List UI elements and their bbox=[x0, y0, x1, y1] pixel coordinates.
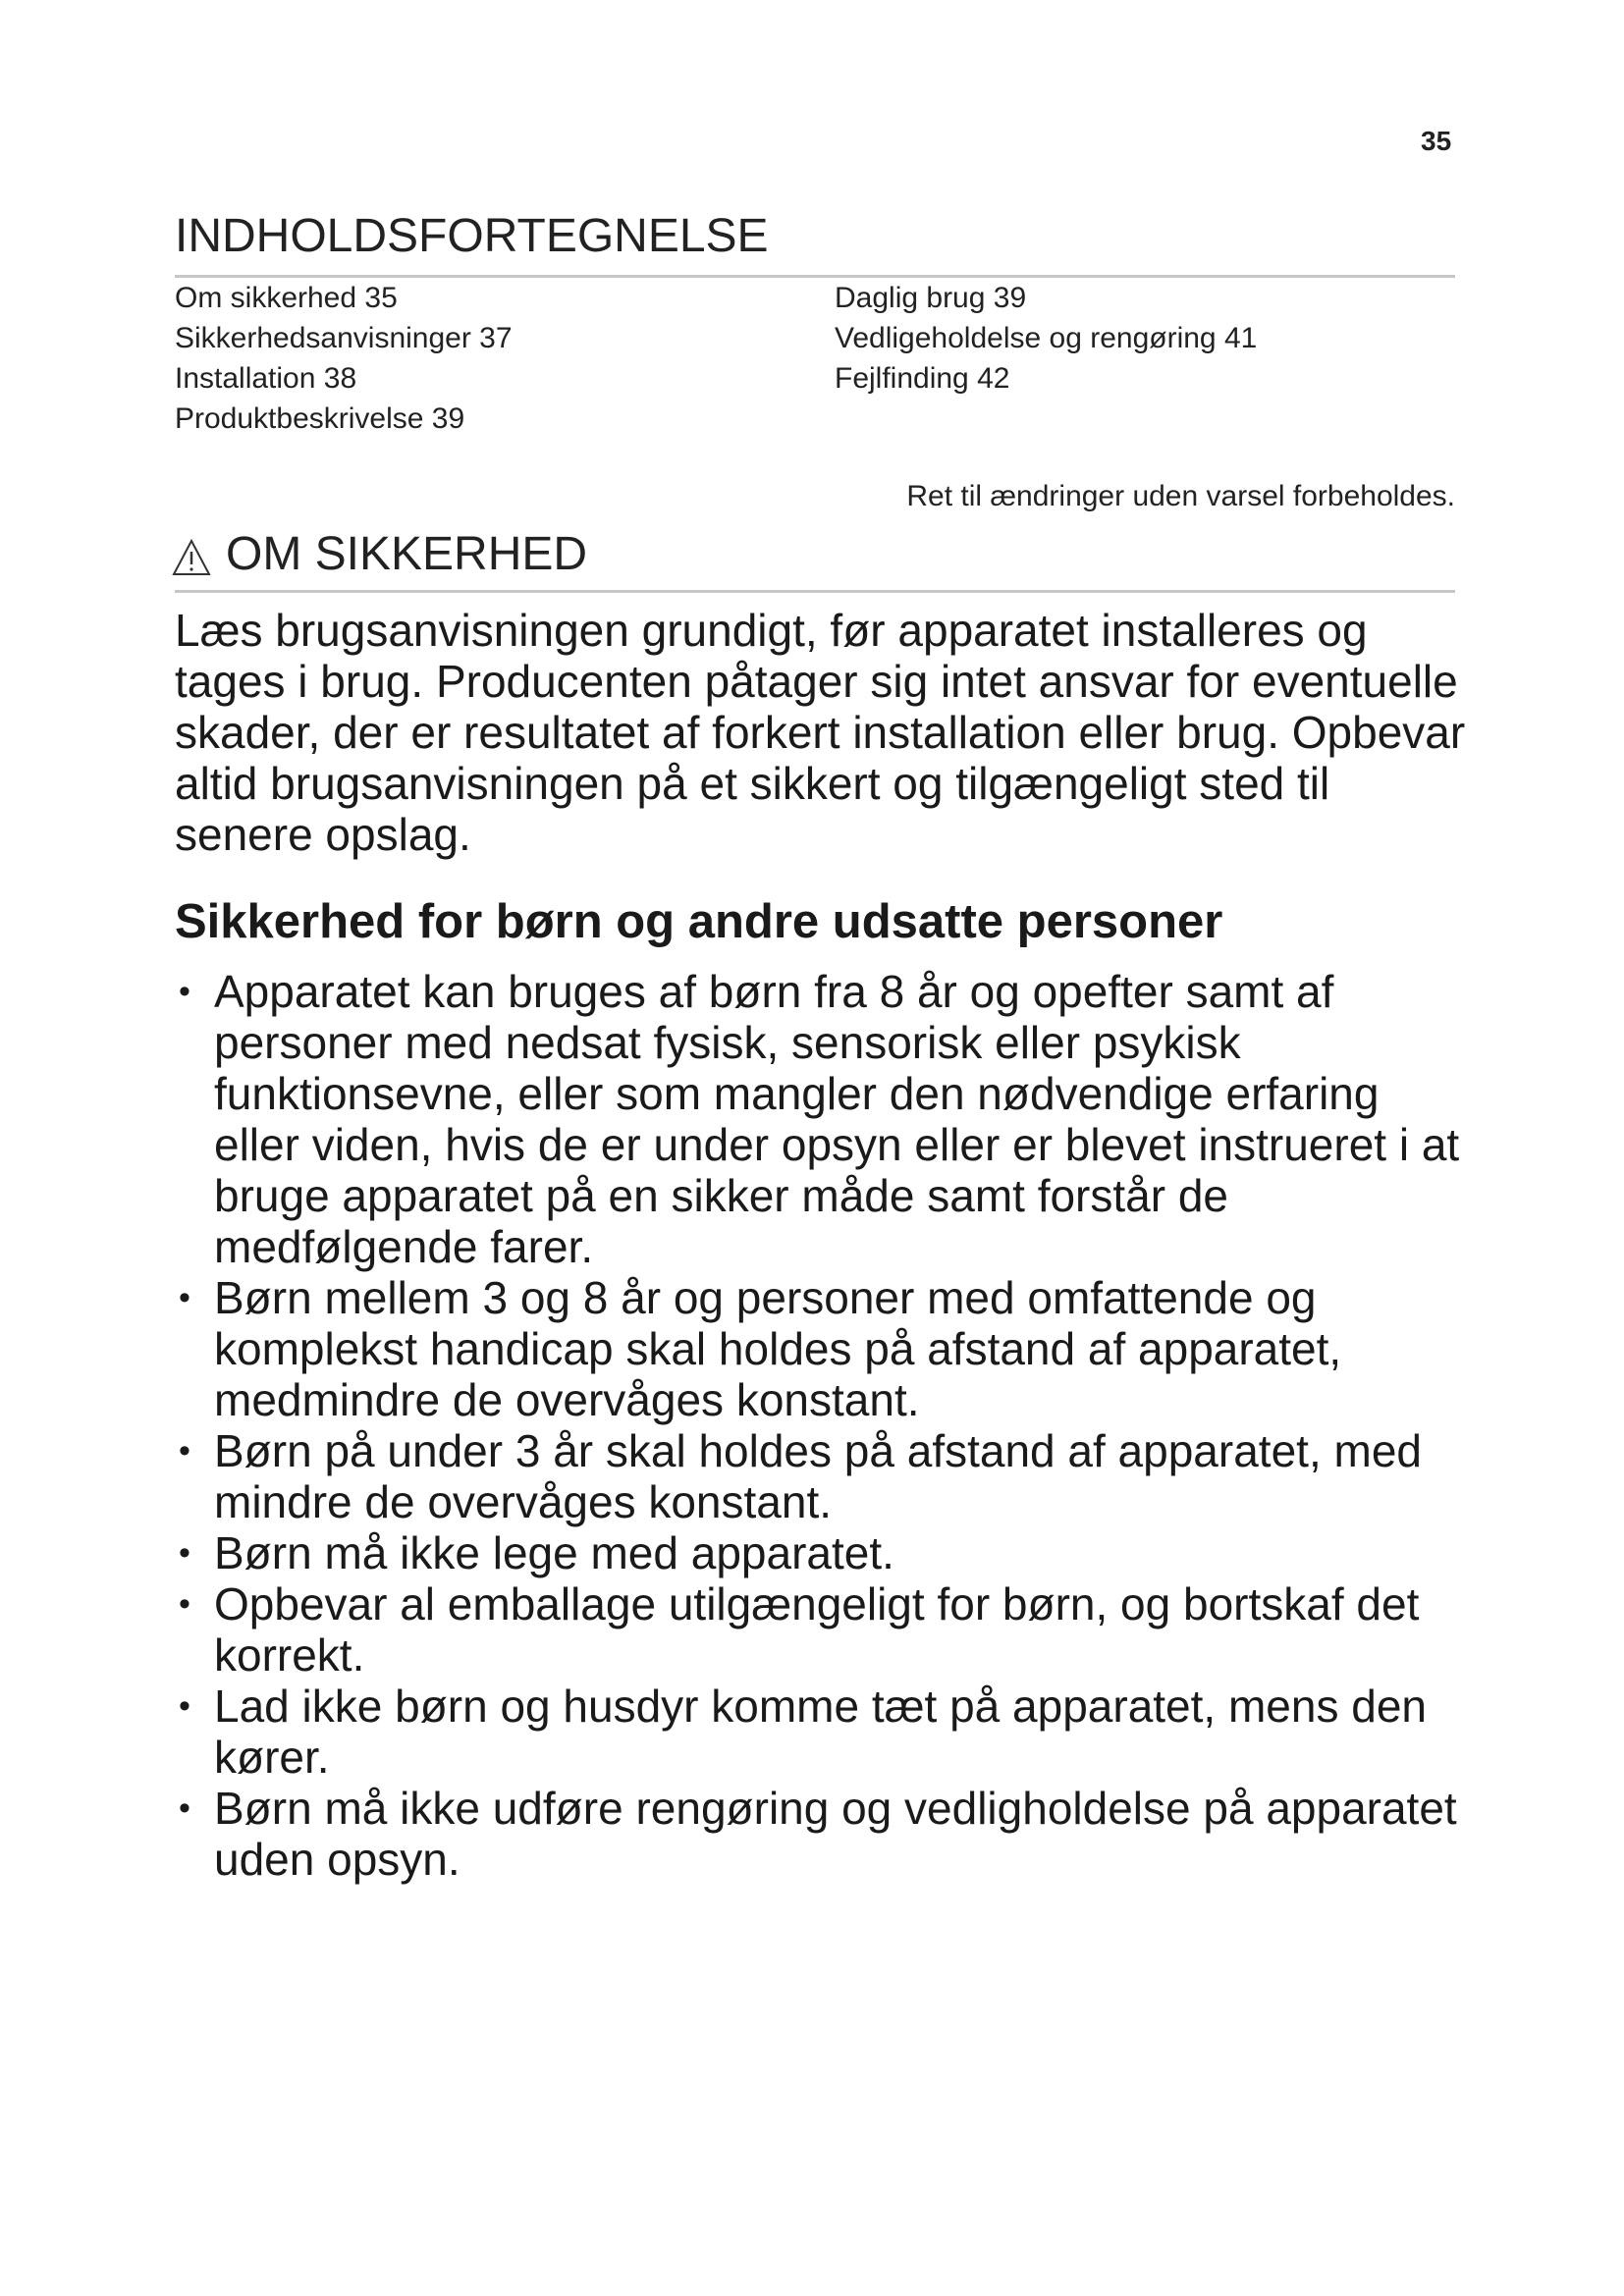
toc-item[interactable]: Fejlfinding 42 bbox=[835, 362, 1010, 395]
list-item-text: Børn mellem 3 og 8 år og personer med omfattende og komplekst handicap skal holdes på afstand af apparatet, medmindre de overvåges konstant. bbox=[214, 1272, 1342, 1425]
list-item bbox=[175, 1783, 1471, 1885]
change-notice: Ret til ændringer uden varsel forbeholdes. bbox=[906, 480, 1455, 512]
list-item bbox=[175, 1578, 1471, 1681]
section-heading-text: OM SIKKERHED bbox=[226, 528, 588, 580]
safety-bullet-list bbox=[175, 966, 1471, 1885]
toc-right-column bbox=[835, 278, 1257, 399]
list-item-text: Lad ikke børn og husdyr komme tæt på apparatet, mens den kører. bbox=[214, 1681, 1427, 1783]
toc-title: INDHOLDSFORTEGNELSE bbox=[175, 210, 769, 262]
section-divider bbox=[175, 590, 1455, 593]
list-item bbox=[175, 1527, 1471, 1578]
list-item-text: Apparatet kan bruges af børn fra 8 år og opefter samt af personer med nedsat fysisk, sensorisk eller psykisk funktionsevne, eller som mangler den nødvendige erfaring eller viden, hvis de er under opsyn eller er blevet instrueret i at bruge apparatet på en sikker måde samt forstår de medfølgende farer. bbox=[214, 966, 1460, 1272]
list-item bbox=[175, 1425, 1471, 1527]
toc-item[interactable]: Installation 38 bbox=[175, 362, 357, 395]
bullet-marker: • bbox=[179, 1534, 190, 1572]
intro-paragraph: Læs brugsanvisningen grundigt, før apparatet installeres og tages i brug. Producenten påtager sig intet ansvar for eventuelle skader, der er resultatet af forkert installation eller brug. Opbevar altid brugsanvisningen på et sikkert og tilgængeligt sted til senere opslag. bbox=[175, 605, 1466, 860]
list-item-text: Børn må ikke udføre rengøring og vedligholdelse på apparatet uden opsyn. bbox=[214, 1783, 1457, 1885]
section-heading bbox=[171, 527, 587, 581]
toc-item[interactable]: Sikkerhedsanvisninger 37 bbox=[175, 322, 513, 354]
toc-item[interactable]: Vedligeholdelse og rengøring 41 bbox=[835, 322, 1258, 354]
list-item-text: Børn må ikke lege med apparatet. bbox=[214, 1527, 894, 1578]
list-item bbox=[175, 1681, 1471, 1783]
warning-triangle-icon bbox=[171, 535, 212, 574]
toc-item[interactable]: Produktbeskrivelse 39 bbox=[175, 402, 465, 435]
bullet-marker: • bbox=[179, 1789, 190, 1827]
list-item-text: Børn på under 3 år skal holdes på afstand af apparatet, med mindre de overvåges konstant. bbox=[214, 1425, 1422, 1527]
list-item bbox=[175, 1272, 1471, 1425]
page-number: 35 bbox=[1421, 126, 1452, 156]
bullet-marker: • bbox=[179, 1585, 190, 1623]
list-item-text: Opbevar al emballage utilgængeligt for børn, og bortskaf det korrekt. bbox=[214, 1578, 1420, 1681]
bullet-marker: • bbox=[179, 1687, 190, 1725]
toc-item[interactable]: Daglig brug 39 bbox=[835, 282, 1027, 314]
toc-item[interactable]: Om sikkerhed 35 bbox=[175, 282, 398, 314]
toc-left-column bbox=[175, 278, 513, 439]
subsection-heading: Sikkerhed for børn og andre udsatte personer bbox=[175, 895, 1223, 948]
list-item bbox=[175, 966, 1471, 1272]
bullet-marker: • bbox=[179, 973, 190, 1010]
bullet-marker: • bbox=[179, 1279, 190, 1316]
bullet-marker: • bbox=[179, 1432, 190, 1469]
